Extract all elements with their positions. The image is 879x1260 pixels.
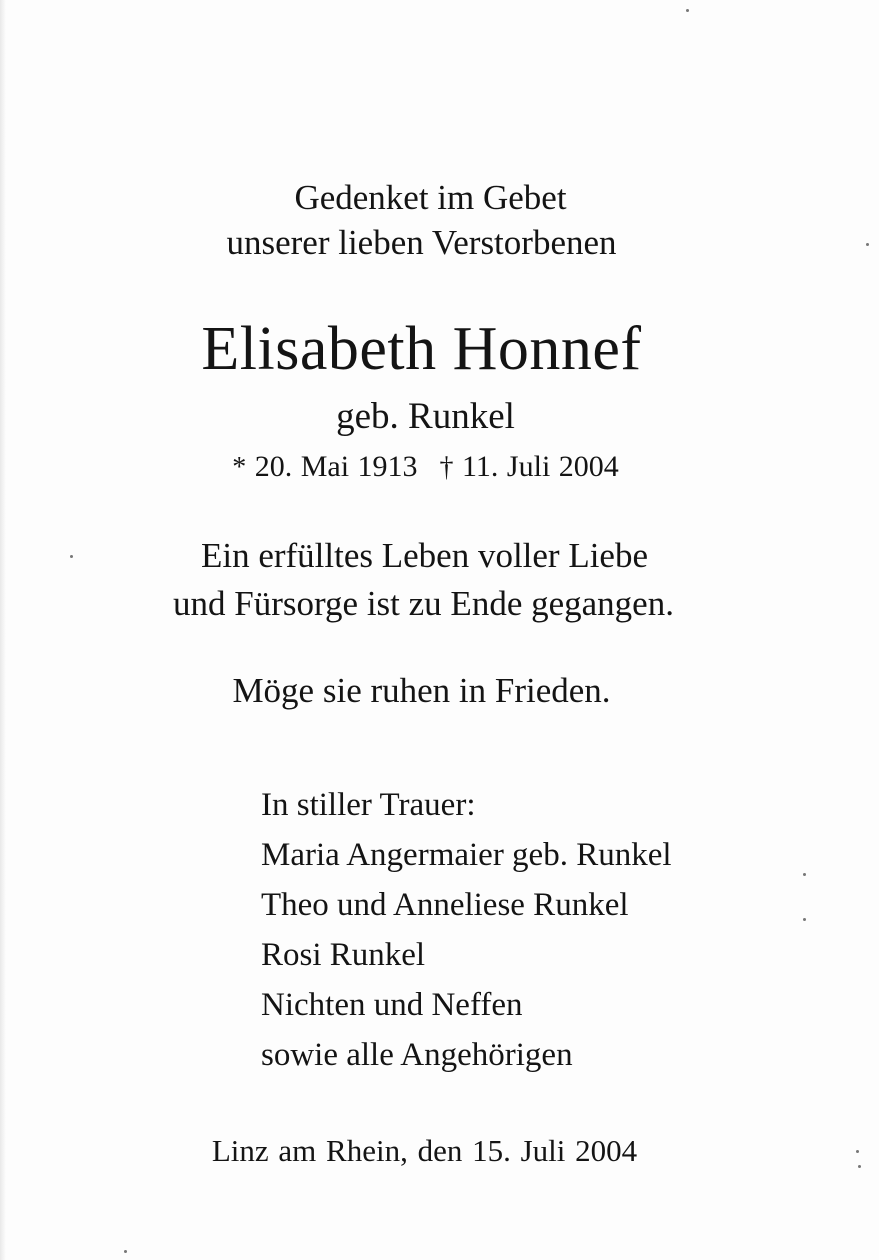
death-symbol: † xyxy=(439,452,454,483)
maiden-name: geb. Runkel xyxy=(336,396,515,437)
scan-speck xyxy=(124,1250,127,1253)
birth-date: 20. Mai 1913 xyxy=(254,450,418,483)
scan-speck xyxy=(866,243,869,246)
intro-line-1: Gedenket im Gebet xyxy=(294,178,567,217)
mourners-list xyxy=(261,780,672,1080)
mourner-name: Theo und Anneliese Runkel xyxy=(261,887,629,923)
deceased-name: Elisabeth Honnef xyxy=(201,315,642,383)
message-line-1: Ein erfülltes Leben voller Liebe xyxy=(200,536,649,575)
mourner-name: Maria Angermaier geb. Runkel xyxy=(261,837,672,873)
life-dates xyxy=(0,452,865,482)
mourner-name: Rosi Runkel xyxy=(261,937,426,973)
scan-speck xyxy=(803,918,806,921)
scan-speck xyxy=(70,555,73,558)
place-and-date: Linz am Rhein, den 15. Juli 2004 xyxy=(211,1133,638,1168)
message-line-3: Möge sie ruhen in Frieden. xyxy=(232,671,611,710)
mourners-heading: In stiller Trauer: xyxy=(261,787,476,823)
birth-symbol: * xyxy=(232,452,247,483)
mourner-name: Nichten und Neffen xyxy=(261,987,523,1023)
mourner-name: sowie alle Angehörigen xyxy=(261,1037,573,1073)
death-date: 11. Juli 2004 xyxy=(462,450,619,483)
message-line-2: und Fürsorge ist zu Ende gegangen. xyxy=(173,584,674,623)
scan-speck xyxy=(686,9,689,12)
scan-speck xyxy=(803,873,806,876)
scan-speck xyxy=(858,1165,861,1168)
intro-line-2: unserer lieben Verstorbenen xyxy=(226,223,617,262)
scan-speck xyxy=(856,1150,859,1153)
